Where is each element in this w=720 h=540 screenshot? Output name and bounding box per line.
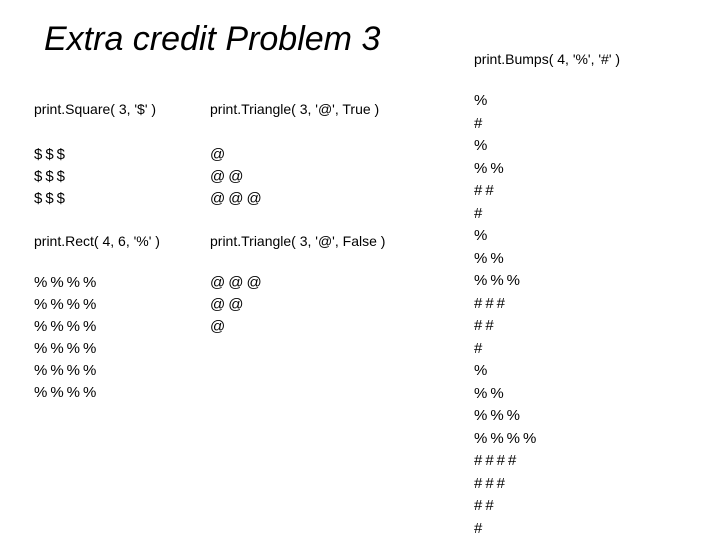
square-call-label: print.Square( 3, '$' ): [34, 101, 157, 117]
output-line: %%%%: [34, 384, 100, 401]
rect-output: [34, 272, 99, 404]
output-line: %: [474, 362, 491, 379]
output-line: ####: [474, 452, 520, 469]
output-line: #: [474, 204, 486, 222]
output-line: %%%%: [34, 362, 100, 379]
output-line: %: [474, 137, 491, 154]
output-line: %%%%: [34, 340, 100, 357]
bumps-output: [474, 90, 539, 540]
output-line: #: [474, 114, 486, 132]
output-line: %%: [474, 384, 507, 402]
rect-call-label: print.Rect( 4, 6, '%' ): [34, 233, 160, 249]
output-line: ###: [474, 474, 509, 492]
square-output: [34, 144, 68, 210]
output-line: @: [210, 318, 229, 335]
output-line: @@@: [210, 190, 265, 207]
output-line: $$$: [34, 168, 69, 185]
bumps-call-label: print.Bumps( 4, '%', '#' ): [474, 51, 621, 67]
output-line: %%%%: [34, 296, 100, 313]
output-line: %%: [474, 159, 507, 177]
output-line: #: [474, 339, 486, 357]
output-line: %: [474, 92, 491, 109]
output-line: ###: [474, 294, 509, 312]
output-line: @: [210, 146, 229, 163]
triangle-true-output: [210, 144, 265, 210]
output-line: ##: [474, 182, 497, 199]
output-line: %%: [474, 249, 507, 267]
output-line: %%%%: [474, 429, 540, 447]
output-line: $$$: [34, 146, 69, 163]
output-line: %%%: [474, 272, 524, 289]
output-line: %%%%: [34, 318, 100, 335]
output-line: @@: [210, 168, 247, 185]
slide-title: Extra credit Problem 3: [44, 20, 381, 58]
output-line: #: [474, 519, 486, 537]
triangle-false-output: [210, 272, 265, 338]
output-line: ##: [474, 497, 497, 514]
output-line: %%%%: [34, 274, 100, 291]
output-line: ##: [474, 317, 497, 334]
output-line: @@: [210, 296, 247, 313]
output-line: @@@: [210, 274, 265, 291]
triangle-false-call-label: print.Triangle( 3, '@', False ): [210, 233, 386, 249]
triangle-true-call-label: print.Triangle( 3, '@', True ): [210, 101, 380, 117]
output-line: %: [474, 227, 491, 244]
output-line: $$$: [34, 190, 69, 207]
output-line: %%%: [474, 407, 524, 424]
